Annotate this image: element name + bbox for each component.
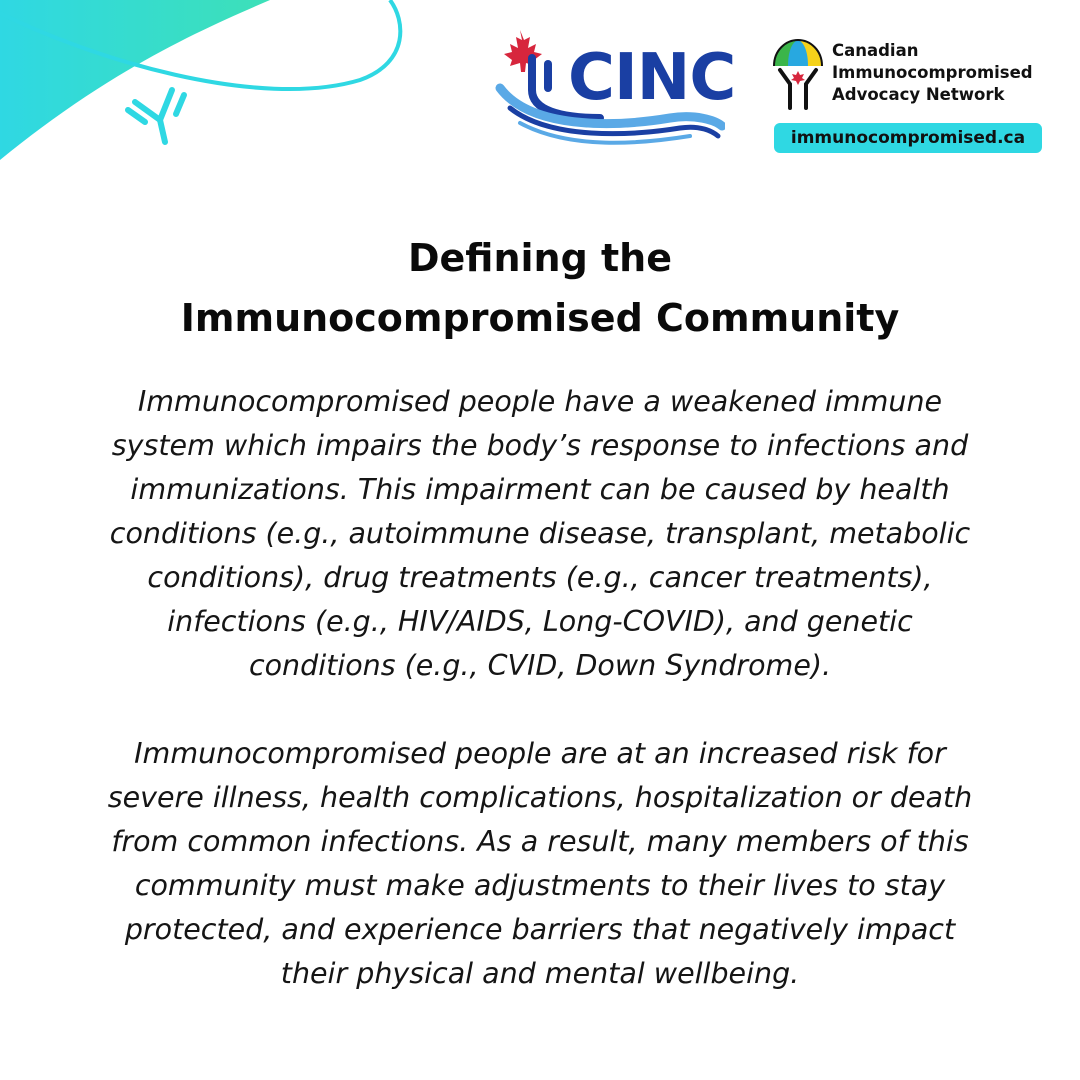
network-name-line: Advocacy Network [832,85,1005,104]
network-name-line: Canadian [832,41,919,60]
paragraph-line: conditions (e.g., autoimmune disease, transplant, metabolic [109,517,971,550]
paragraph-line: their physical and mental wellbeing. [280,957,800,990]
website-badge: immunocompromised.ca [774,123,1042,153]
paragraph-line: Immunocompromised people are at an increased risk for [134,737,946,770]
paragraph-line: system which impairs the body’s response to infections and [111,429,969,462]
cinc-logo [490,28,736,150]
page-title-line: Immunocompromised Community [180,296,900,340]
network-name-line: Immunocompromised [832,63,1033,82]
risk-paragraph [0,732,1080,996]
page-title [0,228,1080,348]
umbrella-icon [770,38,826,110]
cinc-wordmark: CINC [568,41,736,115]
paragraph-line: Immunocompromised people have a weakened immune [137,385,943,418]
paragraph-line: conditions (e.g., CVID, Down Syndrome). [248,649,832,682]
paragraph-line: immunizations. This impairment can be caused by health [130,473,950,506]
paragraph-line: protected, and experience barriers that negatively impact [124,913,956,946]
paragraph-line: infections (e.g., HIV/AIDS, Long-COVID), and genetic [167,605,913,638]
maple-leaf-icon [504,30,542,72]
paragraph-line: severe illness, health complications, hospitalization or death [107,781,973,814]
page-title-line: Defining the [407,236,673,280]
network-name [832,40,1033,106]
definition-paragraph [0,380,1080,688]
corner-decoration [0,0,420,170]
antibody-icon [128,90,184,142]
paragraph-line: conditions), drug treatments (e.g., cancer treatments), [147,561,933,594]
paragraph-line: from common infections. As a result, many members of this [111,825,969,858]
paragraph-line: community must make adjustments to their lives to stay [134,869,946,902]
